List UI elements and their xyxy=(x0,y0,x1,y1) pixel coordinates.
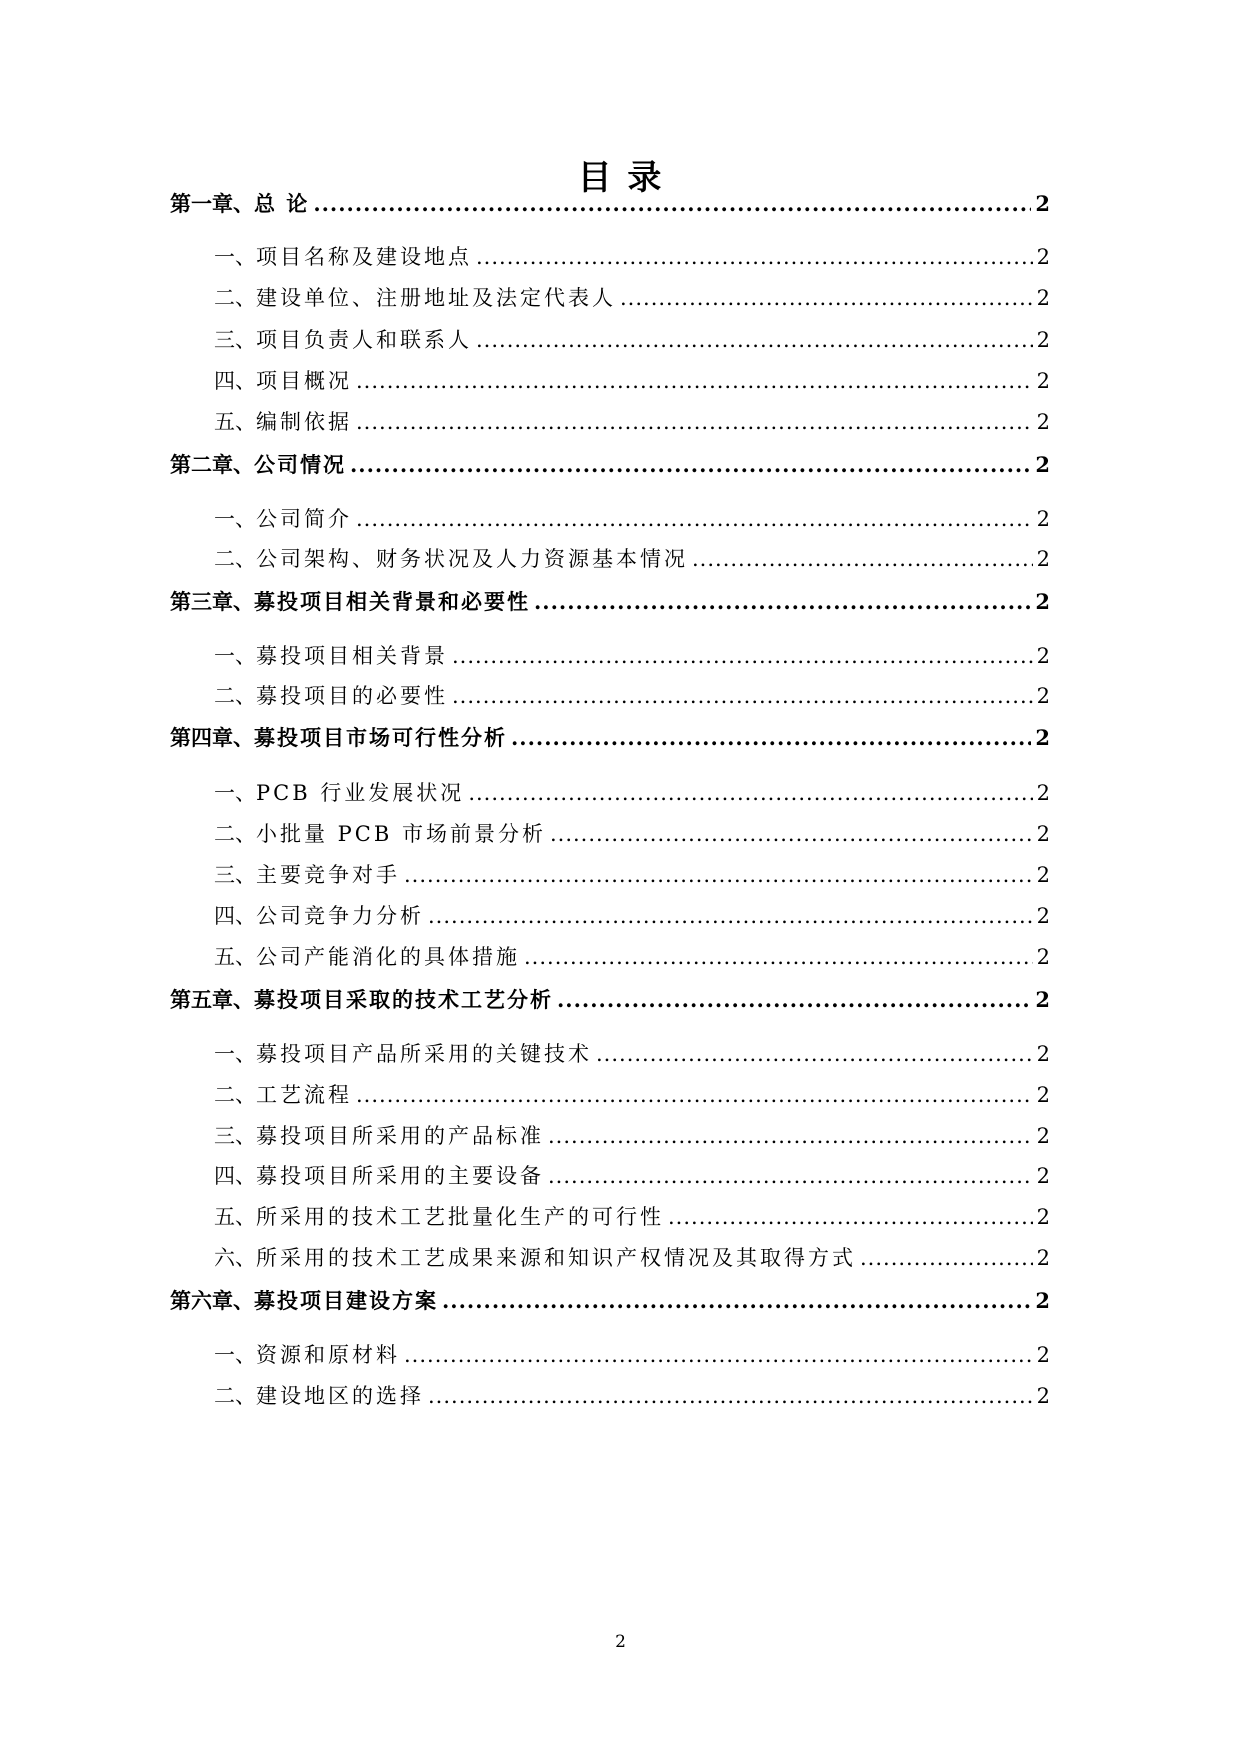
toc-entry-number: 二、 xyxy=(214,684,256,708)
toc-dot-leader xyxy=(550,822,1033,846)
toc-dot-leader xyxy=(452,644,1033,668)
toc-entry-label: 资源和原材料 xyxy=(256,1343,400,1367)
toc-entry-label: 公司竞争力分析 xyxy=(256,904,424,928)
toc-section-entry[interactable] xyxy=(190,818,1050,848)
toc-dot-leader xyxy=(313,191,1031,216)
toc-entry-number: 三、 xyxy=(214,328,256,352)
toc-section-entry[interactable] xyxy=(190,1120,1050,1150)
toc-section-entry[interactable] xyxy=(190,859,1050,889)
toc-section-entry[interactable] xyxy=(190,1079,1050,1109)
toc-dot-leader xyxy=(428,904,1033,928)
toc-entry-page: 2 xyxy=(1036,245,1050,269)
toc-section-entry[interactable] xyxy=(190,1339,1050,1369)
toc-entry-label: 所采用的技术工艺批量化生产的可行性 xyxy=(256,1205,664,1229)
toc-entry-label: PCB 行业发展状况 xyxy=(256,781,465,805)
toc-entry-label: 募投项目相关背景和必要性 xyxy=(254,589,530,614)
toc-entry-number: 二、 xyxy=(214,547,256,571)
toc-section-entry[interactable] xyxy=(190,324,1050,354)
toc-entry-label: 公司简介 xyxy=(256,507,352,531)
toc-entry-number: 五、 xyxy=(214,410,256,434)
toc-entry-number: 一、 xyxy=(214,245,256,269)
toc-entry-number: 第四章、 xyxy=(170,725,254,750)
toc-entry-label: 建设单位、注册地址及法定代表人 xyxy=(256,286,616,310)
toc-dot-leader xyxy=(511,725,1031,750)
toc-dot-leader xyxy=(356,1083,1033,1107)
toc-entry-page: 2 xyxy=(1036,547,1050,571)
toc-entry-label: 募投项目建设方案 xyxy=(254,1288,438,1313)
toc-entry-page: 2 xyxy=(1036,945,1050,969)
toc-entry-label: 募投项目采取的技术工艺分析 xyxy=(254,987,553,1012)
toc-title: 目 录 xyxy=(577,158,664,198)
toc-dot-leader xyxy=(452,684,1033,708)
toc-dot-leader xyxy=(548,1164,1033,1188)
toc-entry-label: 公司产能消化的具体措施 xyxy=(256,945,520,969)
toc-dot-leader xyxy=(356,369,1033,393)
toc-entry-number: 第二章、 xyxy=(170,452,254,477)
toc-entry-label: 募投项目所采用的主要设备 xyxy=(256,1164,544,1188)
toc-entry-number: 三、 xyxy=(214,1124,256,1148)
toc-dot-leader xyxy=(692,547,1033,571)
toc-section-entry[interactable] xyxy=(190,1038,1050,1068)
toc-entry-page: 2 xyxy=(1036,1083,1050,1107)
toc-section-entry[interactable] xyxy=(190,941,1050,971)
toc-section-entry[interactable] xyxy=(190,1201,1050,1231)
toc-entry-label: 项目概况 xyxy=(256,369,352,393)
toc-entry-label: 建设地区的选择 xyxy=(256,1384,424,1408)
toc-entry-number: 四、 xyxy=(214,369,256,393)
toc-entry-label: 小批量 PCB 市场前景分析 xyxy=(256,822,546,846)
toc-entry-label: 募投项目所采用的产品标准 xyxy=(256,1124,544,1148)
toc-entry-number: 六、 xyxy=(214,1246,256,1270)
toc-entry-page: 2 xyxy=(1035,1288,1050,1313)
toc-entry-page: 2 xyxy=(1035,191,1050,216)
toc-entry-number: 二、 xyxy=(214,1384,256,1408)
toc-entry-number: 一、 xyxy=(214,781,256,805)
toc-dot-leader xyxy=(404,863,1033,887)
toc-entry-label: 项目负责人和联系人 xyxy=(256,328,472,352)
toc-entry-number: 五、 xyxy=(214,945,256,969)
toc-dot-leader xyxy=(356,410,1033,434)
toc-entry-label: 项目名称及建设地点 xyxy=(256,245,472,269)
toc-entry-page: 2 xyxy=(1036,822,1050,846)
toc-entry-page: 2 xyxy=(1035,987,1050,1012)
toc-dot-leader xyxy=(548,1124,1033,1148)
toc-section-entry[interactable] xyxy=(190,777,1050,807)
toc-section-entry[interactable] xyxy=(190,365,1050,395)
toc-dot-leader xyxy=(557,987,1031,1012)
toc-entry-label: 募投项目产品所采用的关键技术 xyxy=(256,1042,592,1066)
toc-entry-label: 公司架构、财务状况及人力资源基本情况 xyxy=(256,547,688,571)
toc-entry-label: 公司情况 xyxy=(254,452,346,477)
toc-entry-label: 主要竞争对手 xyxy=(256,863,400,887)
toc-chapter-entry[interactable] xyxy=(170,188,1050,218)
toc-entry-page: 2 xyxy=(1036,369,1050,393)
toc-dot-leader xyxy=(350,452,1031,477)
toc-entry-page: 2 xyxy=(1036,286,1050,310)
toc-entry-number: 第六章、 xyxy=(170,1288,254,1313)
toc-section-entry[interactable] xyxy=(190,241,1050,271)
toc-section-entry[interactable] xyxy=(190,1242,1050,1272)
toc-section-entry[interactable] xyxy=(190,900,1050,930)
toc-section-entry[interactable] xyxy=(190,1160,1050,1190)
toc-entry-number: 第五章、 xyxy=(170,987,254,1012)
toc-section-entry[interactable] xyxy=(190,406,1050,436)
toc-entry-page: 2 xyxy=(1036,1384,1050,1408)
toc-dot-leader xyxy=(428,1384,1033,1408)
toc-entry-label: 募投项目相关背景 xyxy=(256,644,448,668)
toc-dot-leader xyxy=(476,328,1033,352)
toc-entry-number: 第三章、 xyxy=(170,589,254,614)
toc-entry-label: 工艺流程 xyxy=(256,1083,352,1107)
toc-entry-label: 总 论 xyxy=(254,191,310,216)
toc-dot-leader xyxy=(404,1343,1033,1367)
toc-dot-leader xyxy=(620,286,1033,310)
toc-entry-page: 2 xyxy=(1036,1205,1050,1229)
toc-entry-number: 四、 xyxy=(214,1164,256,1188)
toc-entry-page: 2 xyxy=(1036,1042,1050,1066)
toc-chapter-entry[interactable] xyxy=(170,722,1050,752)
toc-entry-page: 2 xyxy=(1036,1246,1050,1270)
toc-entry-page: 2 xyxy=(1036,507,1050,531)
toc-entry-number: 二、 xyxy=(214,822,256,846)
toc-entry-page: 2 xyxy=(1036,1164,1050,1188)
toc-entry-page: 2 xyxy=(1035,589,1050,614)
toc-dot-leader xyxy=(534,589,1031,614)
toc-entry-page: 2 xyxy=(1036,328,1050,352)
toc-dot-leader xyxy=(860,1246,1033,1270)
toc-section-entry[interactable] xyxy=(190,543,1050,573)
toc-entry-number: 一、 xyxy=(214,1042,256,1066)
toc-section-entry[interactable] xyxy=(190,503,1050,533)
page-number: 2 xyxy=(615,1632,626,1652)
toc-dot-leader xyxy=(476,245,1033,269)
toc-section-entry[interactable] xyxy=(190,1380,1050,1410)
toc-entry-label: 所采用的技术工艺成果来源和知识产权情况及其取得方式 xyxy=(256,1246,856,1270)
toc-entry-page: 2 xyxy=(1036,904,1050,928)
toc-entry-page: 2 xyxy=(1035,452,1050,477)
toc-entry-number: 四、 xyxy=(214,904,256,928)
toc-section-entry[interactable] xyxy=(190,282,1050,312)
toc-entry-page: 2 xyxy=(1036,1343,1050,1367)
toc-entry-number: 第一章、 xyxy=(170,191,254,216)
toc-entry-page: 2 xyxy=(1035,725,1050,750)
toc-entry-label: 募投项目市场可行性分析 xyxy=(254,725,507,750)
toc-dot-leader xyxy=(524,945,1033,969)
toc-entry-label: 募投项目的必要性 xyxy=(256,684,448,708)
toc-chapter-entry[interactable] xyxy=(170,1285,1050,1315)
toc-chapter-entry[interactable] xyxy=(170,984,1050,1014)
toc-dot-leader xyxy=(468,781,1032,805)
toc-dot-leader xyxy=(596,1042,1033,1066)
toc-chapter-entry[interactable] xyxy=(170,586,1050,616)
toc-entry-number: 一、 xyxy=(214,644,256,668)
toc-entry-page: 2 xyxy=(1036,410,1050,434)
toc-entry-number: 一、 xyxy=(214,1343,256,1367)
toc-entry-number: 二、 xyxy=(214,286,256,310)
toc-dot-leader xyxy=(668,1205,1033,1229)
toc-entry-number: 一、 xyxy=(214,507,256,531)
toc-entry-number: 五、 xyxy=(214,1205,256,1229)
toc-entry-number: 二、 xyxy=(214,1083,256,1107)
toc-entry-page: 2 xyxy=(1036,1124,1050,1148)
toc-dot-leader xyxy=(356,507,1033,531)
toc-entry-page: 2 xyxy=(1036,684,1050,708)
toc-entry-page: 2 xyxy=(1036,644,1050,668)
toc-section-entry[interactable] xyxy=(190,680,1050,710)
toc-entry-label: 编制依据 xyxy=(256,410,352,434)
toc-dot-leader xyxy=(442,1288,1031,1313)
toc-entry-page: 2 xyxy=(1036,863,1050,887)
toc-entry-page: 2 xyxy=(1036,781,1050,805)
toc-chapter-entry[interactable] xyxy=(170,449,1050,479)
toc-entry-number: 三、 xyxy=(214,863,256,887)
toc-section-entry[interactable] xyxy=(190,640,1050,670)
